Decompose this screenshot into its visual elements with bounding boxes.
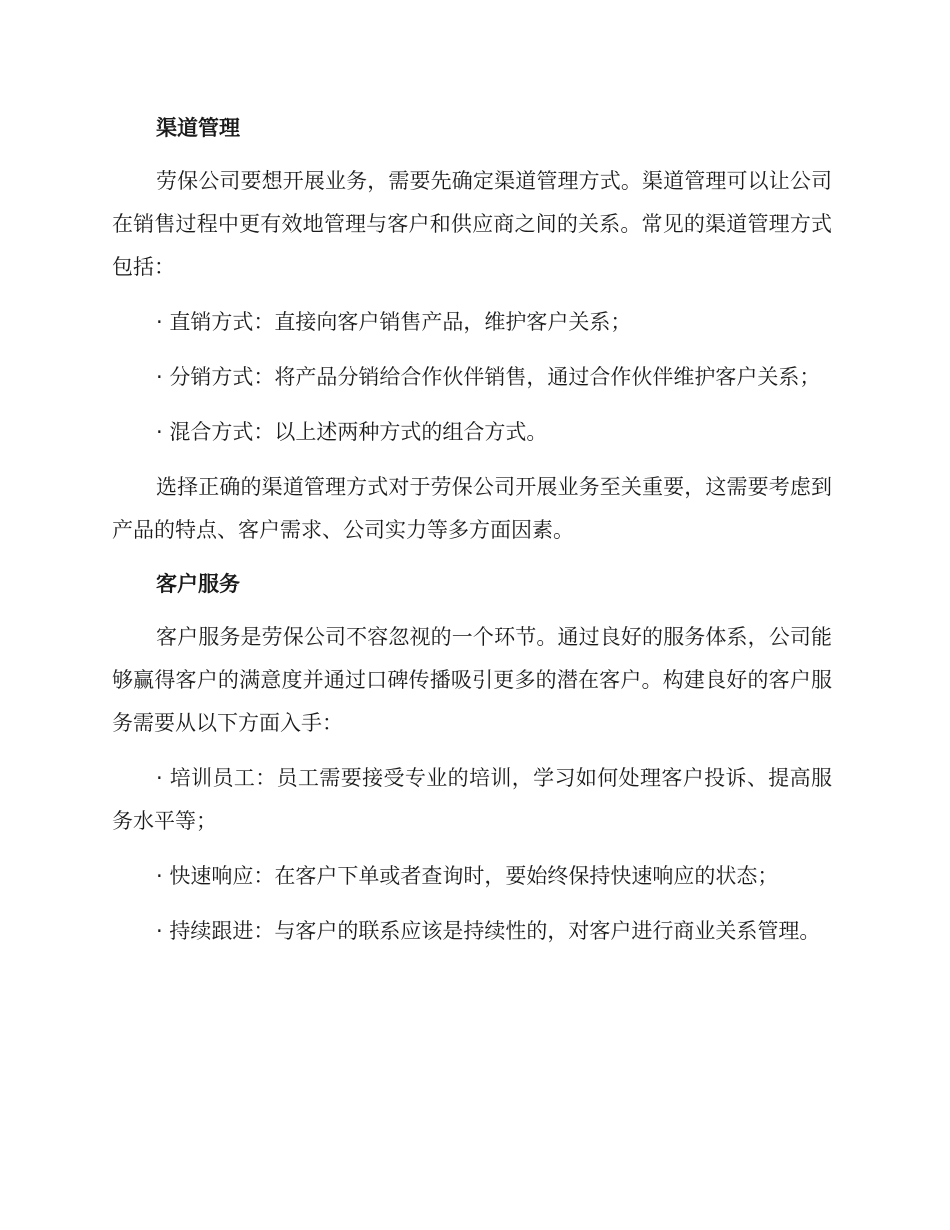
bullet-hybrid: · 混合方式：以上述两种方式的组合方式。: [156, 420, 548, 444]
document-page: [112, 108, 832, 965]
bullet-staff-training: · 培训员工：员工需要接受专业的培训，学习如何处理客户投诉、提高服务水平等；: [112, 766, 832, 833]
bullet-continuous-followup: · 持续跟进：与客户的联系应该是持续性的，对客户进行商业关系管理。: [156, 919, 821, 943]
paragraph-service-intro: 客户服务是劳保公司不容忽视的一个环节。通过良好的服务体系，公司能够赢得客户的满意度并通过口碑传播吸引更多的潜在客户。构建良好的客户服务需要从以下方面入手：: [112, 625, 832, 735]
bullet-distribution: · 分销方式：将产品分销给合作伙伴销售，通过合作伙伴维护客户关系；: [156, 365, 821, 389]
paragraph-channel-intro: 劳保公司要想开展业务，需要先确定渠道管理方式。渠道管理可以让公司在销售过程中更有效地管理与客户和供应商之间的关系。常见的渠道管理方式包括：: [112, 169, 832, 279]
paragraph-channel-conclusion: 选择正确的渠道管理方式对于劳保公司开展业务至关重要，这需要考虑到产品的特点、客户需求、公司实力等多方面因素。: [112, 475, 832, 542]
section-heading-customer-service: 客户服务: [156, 572, 240, 596]
section-heading-channel-management: 渠道管理: [156, 116, 240, 140]
bullet-direct-sales: · 直销方式：直接向客户销售产品，维护客户关系；: [156, 310, 632, 334]
bullet-fast-response: · 快速响应：在客户下单或者查询时，要始终保持快速响应的状态；: [156, 864, 779, 888]
